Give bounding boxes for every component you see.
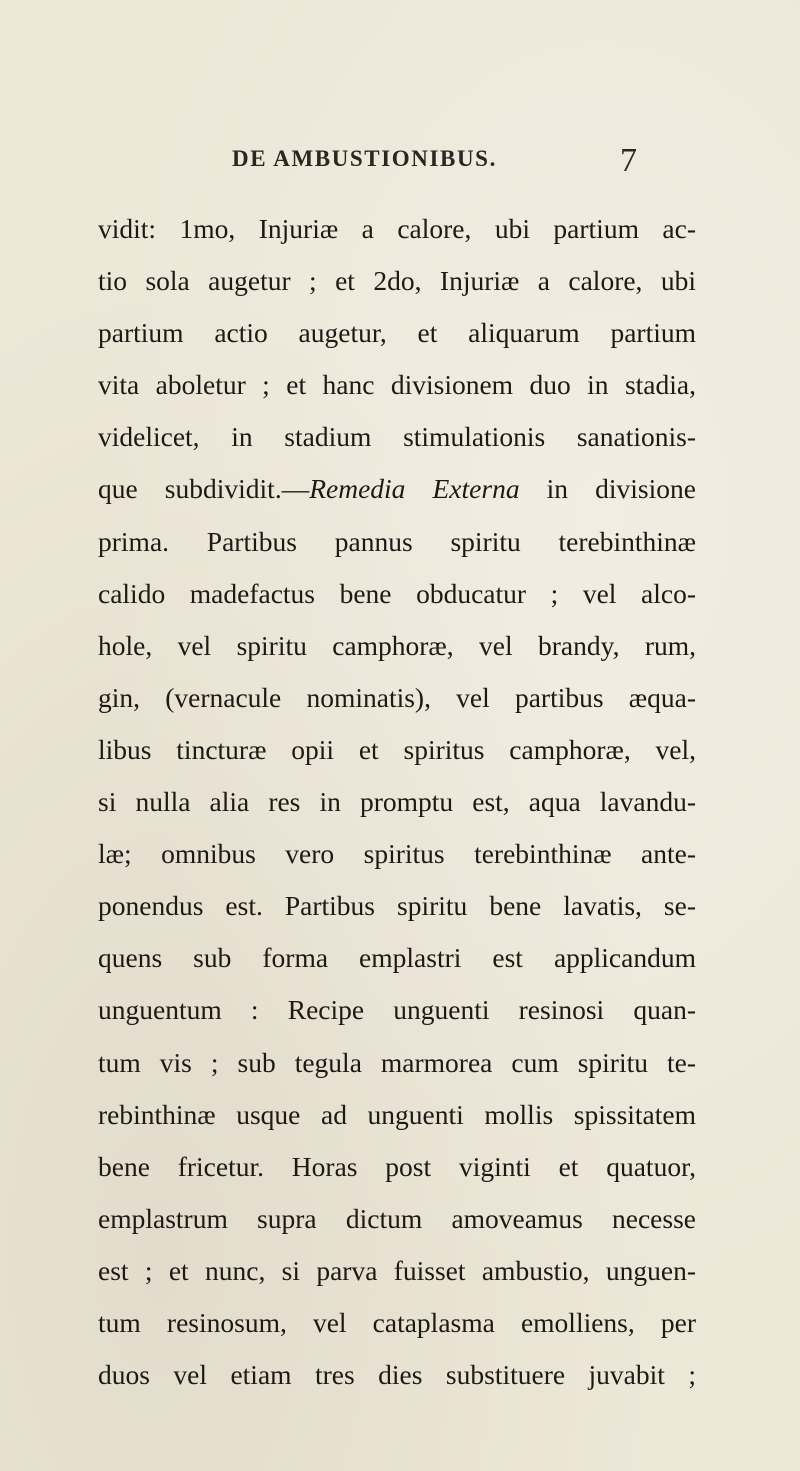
text-line: vita aboletur ; et hanc divisionem duo in stadia,	[98, 369, 696, 401]
text-line: unguentum : Recipe unguenti resinosi quan-	[98, 994, 696, 1026]
text-line: si nulla alia res in promptu est, aqua lavandu-	[98, 786, 696, 818]
running-title: DE AMBUSTIONIBUS.	[232, 146, 497, 171]
text-segment: in divisione	[519, 473, 696, 505]
text-line: læ; omnibus vero spiritus terebinthinæ ante-	[98, 838, 696, 870]
text-segment: que subdividit.—	[98, 473, 310, 505]
text-line: gin, (vernacule nominatis), vel partibus æqua-	[98, 681, 696, 713]
text-line: duos vel etiam tres dies substituere juvabit ;	[98, 1359, 696, 1391]
text-line: ponendus est. Partibus spiritu bene lavatis, se-	[98, 890, 696, 922]
text-line: prima. Partibus pannus spiritu terebinthinæ	[98, 525, 696, 557]
text-line: libus tincturæ opii et spiritus camphoræ, vel,	[98, 733, 696, 765]
running-head	[0, 142, 800, 180]
text-line-with-italic	[98, 463, 696, 515]
text-line: calido madefactus bene obducatur ; vel alco-	[98, 577, 696, 609]
text-line: partium actio augetur, et aliquarum partium	[98, 317, 696, 349]
body-text	[98, 203, 696, 1401]
text-line: tio sola augetur ; et 2do, Injuriæ a calore, ubi	[98, 265, 696, 297]
text-line: videlicet, in stadium stimulationis sanationis-	[98, 421, 696, 453]
text-line: tum resinosum, vel cataplasma emolliens, per	[98, 1306, 696, 1338]
italic-heading-remedia-externa: Remedia Externa	[309, 473, 520, 505]
text-line: vidit: 1mo, Injuriæ a calore, ubi partium ac-	[98, 213, 696, 244]
page-number: 7	[620, 142, 637, 179]
text-line: rebinthinæ usque ad unguenti mollis spissitatem	[98, 1098, 696, 1130]
text-line: bene fricetur. Horas post viginti et quatuor,	[98, 1150, 696, 1182]
text-line: quens sub forma emplastri est applicandum	[98, 942, 696, 974]
text-line: emplastrum supra dictum amoveamus necesse	[98, 1202, 696, 1234]
text-line: est ; et nunc, si parva fuisset ambustio, unguen-	[98, 1254, 696, 1286]
text-line: tum vis ; sub tegula marmorea cum spiritu te-	[98, 1046, 696, 1078]
text-line: hole, vel spiritu camphoræ, vel brandy, rum,	[98, 629, 696, 661]
